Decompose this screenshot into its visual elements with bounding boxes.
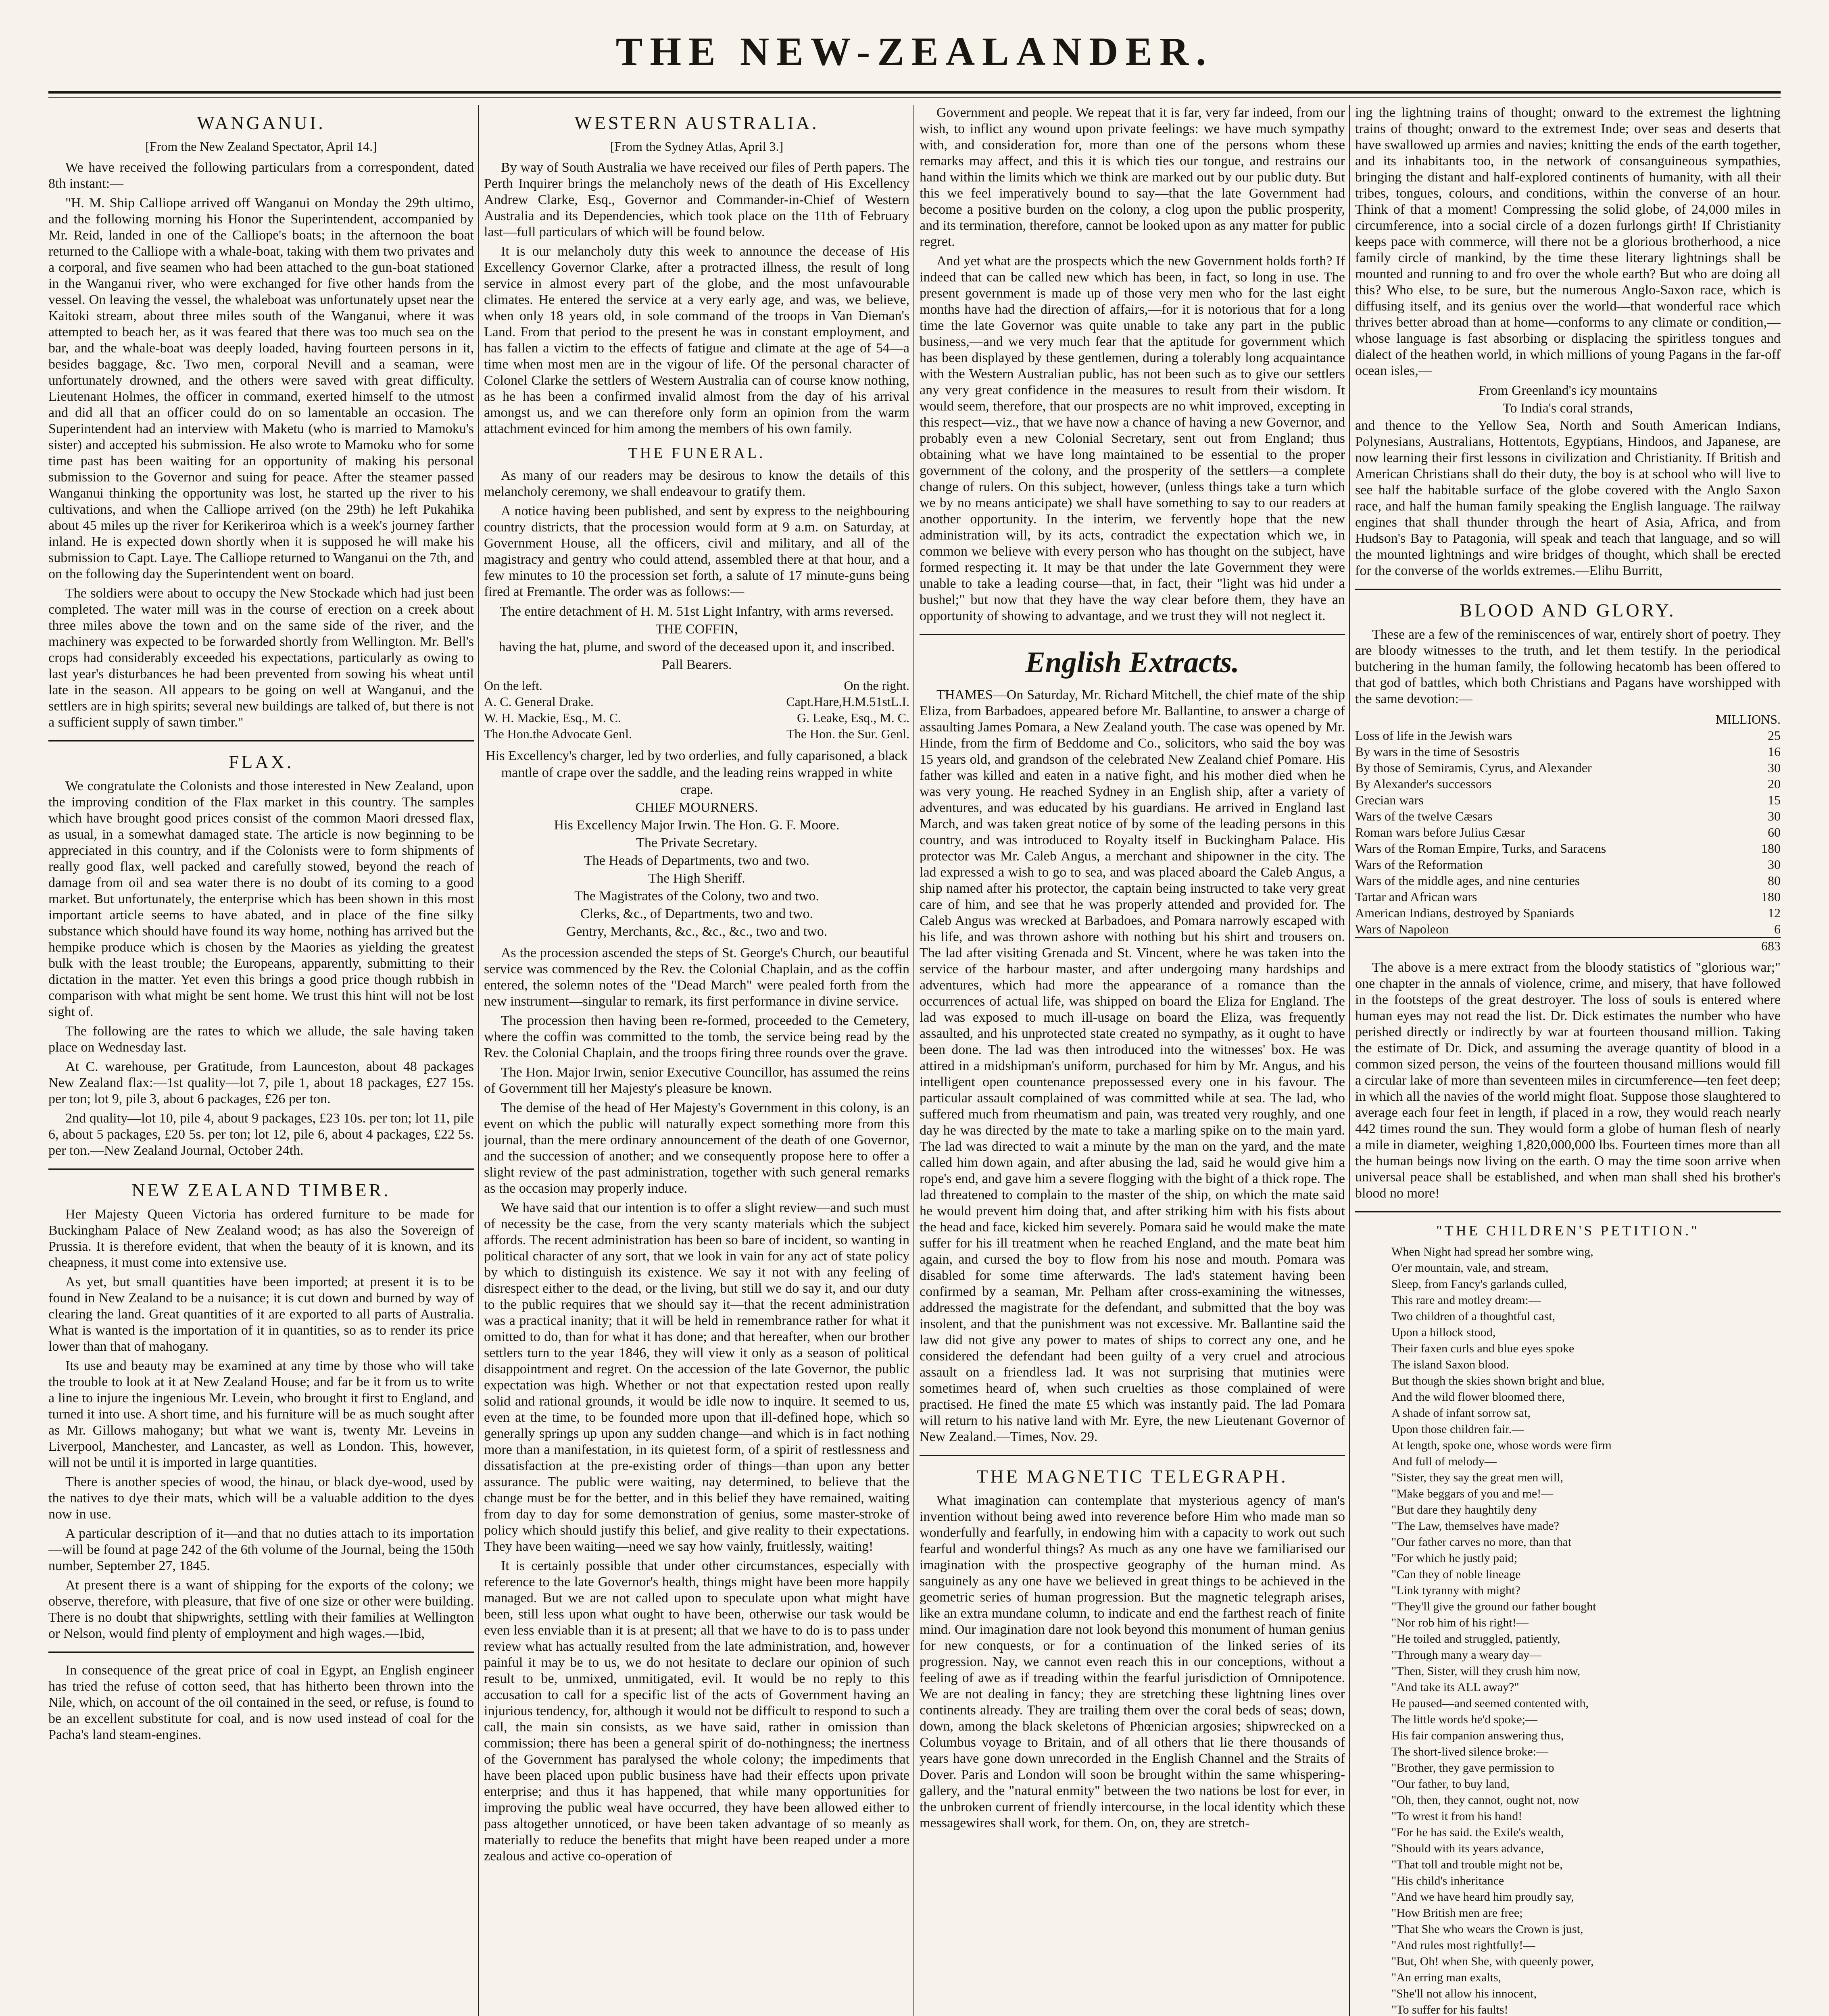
telegraph-heading: THE MAGNETIC TELEGRAPH.	[976, 1466, 1288, 1487]
war-label: Wars of the twelve Cæsars	[1355, 809, 1493, 823]
poem-line: "The Law, themselves have made?	[1391, 1519, 1559, 1533]
war-label: Grecian wars	[1355, 793, 1424, 807]
war-value: 25	[1768, 728, 1781, 743]
war-label: Wars of the middle ages, and nine centuries	[1355, 873, 1580, 888]
procession-line: having the hat, plume, and sword of the deceased upon it, and inscribed.	[498, 639, 895, 654]
war-label: By wars in the time of Sesostris	[1355, 744, 1520, 759]
poem-line: "Link tyranny with might?	[1391, 1584, 1520, 1597]
article-paragraph: Government and people. We repeat that it is far, very far indeed, from our wish, to inflict any wound upon private feelings: we have much sympathy with, and consideration for, more than one of the persons whom these remarks may affect, and this it is which ties our tongue, and restrains our hand within the limits which we think are marked out by our public duty. But this we feel imperatively bound to say—that the late Government had become a positive burden on the colony, a clog upon the public prosperity, and its termination, therefore, cannot be looked upon as any matter for public regret.	[920, 105, 1345, 249]
table-row	[1355, 727, 1781, 744]
poem-line: O'er mountain, vale, and stream,	[1391, 1261, 1549, 1275]
bearer-cell: Capt.Hare,H.M.51stL.I.	[786, 694, 909, 709]
bearer-cell: The Hon.the Advocate Genl.	[484, 727, 632, 741]
article-paragraph: What imagination can contemplate that mysterious agency of man's invention without being awed into reverence before Him who made man so wonderfully and fearfully, in endowing him with a capacity to work out such fearful and wonderful things? As much as any one have we familiarised our imagination with the prospective geography of the human mind. As sanguinely as any one have we believed in great things to be achieved in the geometric series of human progression. But the magnetic telegraph arises, like an extra mundane column, to indicate and end the farthest reach of finite mind. Our imagination dare not look beyond this monument of human genius for new conquests, or for a continuation of the linked series of its progression. Nay, we cannot even reach this in our conceptions, without a feeling of awe as if treading within the fearful jurisdiction of Omnipotence. We are not dealing in fancy; they are stretching these lightning lines over continents already. They are trailing them over the coral beds of seas; down, down, among the black skeletons of Phœnician argosies; shipwrecked on a Columbus voyage to Britain, and of all others that lie there thousands of years have gone down unrecorded in the English Channel and the Straits of Dover. Paris and London will soon be brought within the same whispering-gallery, and the "natural enmity" between the two nations be lost for ever, in the unbroken current of friendly intercourse, in the local identity which these messagewires shall work, for them. On, on, they are stretch-	[920, 1493, 1345, 1831]
article-paragraph: A notice having been published, and sent by express to the neighbouring country districts, that the procession would form at 9 a.m. on Saturday, at Government House, all the officers, civil and military, and all of the magistracy and gentry who could attend, assembled there at that hour, and a few minutes to 10 the procession set forth, a salute of 17 minute-guns being fired at Fremantle. The order was as follows:—	[484, 504, 909, 599]
poem-line: "They'll give the ground our father bought	[1391, 1600, 1596, 1613]
article-paragraph: The Hon. Major Irwin, senior Executive Councillor, has assumed the reins of Government till her Majesty's pleasure be known.	[484, 1065, 909, 1096]
timber-heading: NEW ZEALAND TIMBER.	[131, 1180, 391, 1200]
funeral-heading: THE FUNERAL.	[628, 445, 765, 462]
war-label: By those of Semiramis, Cyrus, and Alexander	[1355, 760, 1592, 775]
article-paragraph: "H. M. Ship Calliope arrived off Wanganui on Monday the 29th ultimo, and the following morning his Honor the Superintendent, accompanied by Mr. Reid, landed in one of the Calliope's boats; in the afternoon the boat returned to the Calliope with a whale-boat, taking with them two privates and a corporal, and five seamen who had been attached to the gun-boat stationed in the Wanganui river, who were exchanged for five other hands from the vessel. On leaving the vessel, the whaleboat was unfortunately upset near the Kaitoki stream, about three miles south of the Wanganui, where it was attempted to beach her, as it was feared that there was too much sea on the bar, and the whale-boat was deeply loaded, having fourteen persons in it, besides baggage, &c. Two men, corporal Nevill and a seaman, were unfortunately drowned, and the others were saved with great difficulty. Lieutenant Holmes, the officer in command, exerted himself to the utmost and did all that an officer could do on so lamentable an occasion. The Superintendent had an interview with Maketu (who is married to Mamoku's sister) and accepted his submission. He also wrote to Mamoku who for some time past has been waiting for an opportunity of making his personal submission to the Governor and suing for peace. After the steamer passed Wanganui thinking the opportunity was lost, he started up the river to his cultivations, and when the Calliope arrived (on the 29th) he left Pukahika about 45 miles up the river for Kerikeriroa which is a week's journey farther inland. He is expected down shortly when it is supposed he will make his submission to Capt. Laye. The Calliope returned to Wanganui on the 7th, and on the following day the Superintendent went on board.	[48, 196, 474, 581]
procession-line: Pall Bearers.	[661, 657, 732, 672]
poem-line: And full of melody—	[1391, 1455, 1497, 1468]
article-paragraph: We have said that our intention is to offer a slight review—and such must of necessity be the case, from the very scanty materials which the subject affords. The recent administration has been so bare of incident, so wanting in political character of any sort, that we look in vain for any act of state policy by which to distinguish its existence. We say it not with any feeling of disrespect either to the dead, or the living, but still we do say it, and our duty to the public requires that we should say it—that the recent administration was a practical inanity; that it will be held in remembrance rather for what it omitted to do, than for what it has done; and that hereafter, when our brother settlers turn to the year 1846, they will view it only as a season of political disappointment and regret. On the accession of the late Governor, the public expectation was high. Whether or not that expectation rested upon really solid and rational grounds, it would be idle now to inquire. It seemed to us, even at the time, to be founded more upon that ill-defined hope, which so generally springs up upon any sudden change—and which is in fact nothing more than a manifestation, in its quietest form, of a spirit of restlessness and dissatisfaction at the pre-existing order of things—than upon any better assurance. The public were waiting, nay determined, to believe that the change must be for the better, and in this belief they have remained, waiting from day to day for some demonstration of genius, some master-stroke of policy which should justify this belief, and give reality to their expectations. They have been waiting—need we say how vainly, fruitlessly, waiting!	[484, 1200, 909, 1554]
procession-line: The Magistrates of the Colony, two and two.	[574, 889, 819, 904]
war-value: 180	[1761, 889, 1781, 904]
poem-line: "He toiled and struggled, patiently,	[1391, 1632, 1560, 1645]
bearer-cell: W. H. Mackie, Esq., M. C.	[484, 710, 621, 725]
article-paragraph: The demise of the head of Her Majesty's Government in this colony, is an event on which the public will naturally expect something more from this journal, than the mere ordinary announcement of the death of one Governor, and the succession of another; and we consequently propose here to offer a slight review of the past administration, together with such general remarks as the occasion may properly induce.	[484, 1100, 909, 1196]
table-row	[1355, 744, 1781, 760]
war-value: 180	[1761, 841, 1781, 856]
section-rule	[1355, 1211, 1781, 1212]
poem-line: "For which he justly paid;	[1391, 1552, 1518, 1565]
war-label: American Indians, destroyed by Spaniards	[1355, 906, 1574, 920]
table-row	[1355, 889, 1781, 905]
poem-line: "Make beggars of you and me!—	[1391, 1487, 1554, 1500]
section-rule	[920, 634, 1345, 635]
war-label: Wars of the Reformation	[1355, 857, 1483, 872]
masthead-rule	[48, 91, 1781, 94]
verse-line: To India's coral strands,	[1503, 401, 1633, 416]
article-paragraph: and thence to the Yellow Sea, North and South American Indians, Polynesians, Australians, Hottentots, Egyptians, Hindoos, and Japanese, are now learning their first lessons in civilization and Christianity. If British and American Christians shall do their duty, the boy is at school who will live to see half the habitable surface of the globe covered with the Anglo Saxon race, and half the human family speaking the English language. The railway engines that shall thunder through the heart of Asia, Africa, and from Hudson's Bay to Patagonia, will speak and teach that language, and so will the mounted lightnings and wire bridges of thought, which shall be erected for the converse of the worlds extremes.—Elihu Burritt,	[1355, 418, 1781, 578]
war-value: 30	[1768, 760, 1781, 775]
procession-line: The Heads of Departments, two and two.	[584, 853, 809, 868]
war-label: Tartar and African wars	[1355, 889, 1477, 904]
article-paragraph: As many of our readers may be desirous to know the details of this melancholy ceremony, we shall endeavour to gratify them.	[484, 468, 909, 499]
bearer-cell: A. C. General Drake.	[484, 694, 594, 709]
poem-line: "For he has said. the Exile's wealth,	[1391, 1826, 1564, 1839]
flax-heading: FLAX.	[228, 752, 294, 772]
verse-line: From Greenland's icy mountains	[1478, 383, 1658, 398]
article-paragraph: The following are the rates to which we allude, the sale having taken place on Wednesday last.	[48, 1024, 474, 1055]
petition-heading: "THE CHILDREN'S PETITION."	[1436, 1223, 1700, 1239]
article-paragraph: The above is a mere extract from the bloody statistics of "glorious war;" one chapter in the annals of violence, crime, and misery, that have followed in the footsteps of the great destroyer. The loss of souls is entered where human eyes may not read the list. Dr. Dick estimates the number who have perished directly or indirectly by war at fourteen thousand million. Taking the estimate of Dr. Dick, and assuming the average quantity of blood in a common sized person, the veins of the fourteen thousand millions would fill a circular lake of more than seventeen miles in circumference—ten feet deep; in which all the navies of the world might float. Suppose those slaughtered to average each four feet in length, if placed in a row, they would reach nearly 442 times round the sun. They would form a globe of human flesh of nearly a mile in diameter, weighing 1,820,000,000 lbs. Fourteen times more than all the human beings now living on the earth. O may the time soon arrive when universal peace shall be established, and when man shall shed his brother's blood no more!	[1355, 960, 1781, 1201]
poem-line: "Oh, then, they cannot, ought not, now	[1391, 1793, 1579, 1807]
poem-line: "An erring man exalts,	[1391, 1971, 1502, 1984]
poem-line: "But dare they haughtily deny	[1391, 1503, 1537, 1516]
poem-line: "Brother, they gave permission to	[1391, 1761, 1554, 1774]
poem-line: His fair companion answering thus,	[1391, 1729, 1564, 1742]
poem-line: "His child's inheritance	[1391, 1874, 1504, 1887]
column-1	[48, 105, 474, 2016]
bearer-cell: On the right.	[844, 678, 909, 693]
table-row	[1355, 776, 1781, 792]
poem-line: The little words he'd spoke;—	[1391, 1713, 1538, 1726]
bearer-cell: G. Leake, Esq., M. C.	[797, 710, 909, 725]
poem-line: At length, spoke one, whose words were firm	[1391, 1439, 1612, 1452]
poem-line: Their faxen curls and blue eyes spoke	[1391, 1342, 1575, 1355]
poem-line: "Should with its years advance,	[1391, 1842, 1544, 1855]
western-australia-source: [From the Sydney Atlas, April 3.]	[610, 139, 784, 154]
table-row	[1355, 840, 1781, 856]
article-paragraph: These are a few of the reminiscences of war, entirely short of poetry. They are bloody witnesses to the truth, and let them testify. In the periodical butchering in the human family, the following hecatomb has been offered to that god of battles, which both Christians and Pagans have worshipped with the same devotion:—	[1355, 627, 1781, 706]
bearer-cell: The Hon. the Sur. Genl.	[786, 727, 909, 741]
war-deaths-table	[1355, 711, 1781, 954]
table-unit: MILLIONS.	[1716, 712, 1781, 727]
poem	[1355, 1245, 1781, 2016]
table-row	[1355, 921, 1781, 937]
table-total: 683	[1761, 939, 1781, 953]
poem-line: "That She who wears the Crown is just,	[1391, 1922, 1583, 1936]
table-row	[1355, 824, 1781, 840]
poem-line: "She'll not allow his innocent,	[1391, 1987, 1537, 2000]
poem-line: Upon a hillock stood,	[1391, 1326, 1496, 1339]
cotton-paragraph: In consequence of the great price of coal in Egypt, an English engineer has tried the refuse of cotton seed, that has hitherto been thrown into the Nile, which, on account of the oil contained in the seed, or refuse, is found to be an excellent substitute for coal, and is now used instead of coal for the Pacha's land steam-engines.	[48, 1663, 474, 1742]
war-label: Wars of the Roman Empire, Turks, and Saracens	[1355, 841, 1606, 856]
article-paragraph: Its use and beauty may be examined at any time by those who will take the trouble to look at it at New Zealand House; and far be it from us to write a line to injure the ingenious Mr. Levein, who brought it first to England, and turned it into use. A short time, and his furniture will be as much sought after as Mr. Gillows mahogany; but what we want is, twenty Mr. Leveins in Liverpool, Manchester, and Lancaster, as well as London. This, however, will not be until it is imported in large quantities.	[48, 1358, 474, 1470]
column-2	[484, 105, 909, 2016]
war-label: Roman wars before Julius Cæsar	[1355, 825, 1525, 839]
section-rule	[1355, 589, 1781, 590]
poem-line: "That toll and trouble might not be,	[1391, 1858, 1563, 1871]
war-label: Wars of Napoleon	[1355, 922, 1449, 936]
war-value: 60	[1768, 825, 1781, 839]
poem-line: "Our father carves no more, than that	[1391, 1535, 1572, 1549]
war-value: 6	[1774, 922, 1781, 936]
wanganui-source: [From the New Zealand Spectator, April 14.]	[145, 139, 377, 154]
poem-line: The short-lived silence broke:—	[1391, 1745, 1549, 1758]
poem-line: "But, Oh! when She, with queenly power,	[1391, 1955, 1594, 1968]
column-divider	[478, 105, 479, 2016]
article-paragraph: We have received the following particulars from a correspondent, dated 8th instant:—	[48, 160, 474, 191]
poem-line: "Our father, to buy land,	[1391, 1777, 1510, 1791]
column-divider	[1349, 105, 1350, 2016]
article-paragraph: And yet what are the prospects which the new Government holds forth? If indeed that can be called new which has been, in fact, so long in use. The present government is made up of those very men who for the last eight months have had the direction of affairs,—for it is notorious that for a long time the late Governor was quite unable to take any part in the public business,—and we very much fear that the aptitude for government which has been displayed by these gentlemen, during a tolerably long acquaintance with the Western Australian public, has not been such as to give our settlers any very great confidence in the measures to result from their wisdom. It would seem, therefore, that our prospects are no whit improved, excepting in this respect—viz., that we have now a chance of having a new Governor, and probably even a new Colonial Secretary, sent out from England; thus obtaining what we have long maintained to be essential to the proper government of the colony, and the prosperity of the settlers—a complete change of rulers. On this subject, however, (unless things take a turn which we by no means anticipate) we shall have something to say to our readers at another opportunity. In the interim, we fervently hope that the new administration will, by its acts, contradict the expectation which we, in common we believe with every person who has thought on the subject, have formed respecting it. It may be that under the late Government they were unable to take a leading course—that, in fact, their "light was hid under a bushel;" but now that they have the way clear before them, they have an opportunity of showing to advantage, and we trust they will not neglect it.	[920, 254, 1345, 623]
poem-line: Two children of a thoughtful cast,	[1391, 1310, 1556, 1323]
war-value: 12	[1768, 906, 1781, 920]
poem-line: "Sister, they say the great men will,	[1391, 1471, 1563, 1484]
article-paragraph: There is another species of wood, the hinau, or black dye-wood, used by the natives to dye their mats, which will be a valuable addition to the dyes now in use.	[48, 1475, 474, 1522]
article-paragraph: Her Majesty Queen Victoria has ordered furniture to be made for Buckingham Palace of New Zealand wood; as has also the Sovereign of Prussia. It is therefore evident, that when the beauty of it is known, and its cheapness, it must come into extensive use.	[48, 1207, 474, 1270]
poem-line: "And rules most rightfully!—	[1391, 1939, 1535, 1952]
table-row	[1355, 760, 1781, 776]
table-row	[1355, 905, 1781, 921]
procession-line: THE COFFIN,	[655, 622, 738, 637]
blood-glory-heading: BLOOD AND GLORY.	[1460, 600, 1676, 621]
table-row	[1355, 808, 1781, 824]
war-value: 30	[1768, 857, 1781, 872]
poem-line: And the wild flower bloomed there,	[1391, 1390, 1565, 1404]
procession-line: His Excellency's charger, led by two orderlies, and fully caparisoned, a black mantle of crape over the saddle, and the leading reins wrapped in white crape.	[486, 748, 908, 797]
poem-line: "Can they of noble lineage	[1391, 1568, 1521, 1581]
article-paragraph: A particular description of it—and that no duties attach to its importation—will be found at page 242 of the 6th volume of the Journal, being the 150th number, September 27, 1845.	[48, 1526, 474, 1573]
table-row	[1355, 856, 1781, 873]
section-rule	[48, 740, 474, 741]
wanganui-heading: WANGANUI.	[197, 112, 325, 133]
masthead-rule-thin	[48, 97, 1781, 98]
masthead: THE NEW-ZEALANDER.	[615, 29, 1214, 74]
poem-line: Sleep, from Fancy's garlands culled,	[1391, 1277, 1567, 1291]
table-row	[1355, 873, 1781, 889]
poem-line: "To wrest it from his hand!	[1391, 1810, 1522, 1823]
war-label: Loss of life in the Jewish wars	[1355, 728, 1512, 743]
article-paragraph: By way of South Australia we have received our files of Perth papers. The Perth Inquirer brings the melancholy news of the death of His Excellency Andrew Clarke, Esq., Governor and Commander-in-Chief of Western Australia and its Dependencies, which took place on the 11th of February last—full particulars of which will be found below.	[484, 160, 909, 240]
poem-line: "How British men are free;	[1391, 1906, 1523, 1920]
poem-line: When Night had spread her sombre wing,	[1391, 1245, 1593, 1258]
article-paragraph: 2nd quality—lot 10, pile 4, about 9 packages, £23 10s. per ton; lot 11, pile 6, about 5 packages, £20 5s. per ton; lot 12, pile 6, about 4 packages, £22 5s. per ton.—New Zealand Journal, October 24th.	[48, 1111, 474, 1158]
poem-line: He paused—and seemed contented with,	[1391, 1697, 1589, 1710]
bearer-cell: On the left.	[484, 678, 542, 693]
western-australia-heading: WESTERN AUSTRALIA.	[574, 112, 819, 133]
procession-line: Gentry, Merchants, &c., &c., &c., two and two.	[566, 924, 828, 939]
poem-line: "To suffer for his faults!	[1391, 2003, 1508, 2016]
article-paragraph: We congratulate the Colonists and those interested in New Zealand, upon the improving condition of the Flax market in this country. The samples which have brought good prices consist of the common Maori dressed flax, as usual, in a somewhat damaged state. The article is now beginning to be appreciated in this country, and if the Colonists were to form shipments of really good flax, well packed and carefully stowed, beyond the reach of damage from oil and sea water there is no doubt of its coming to a good market. But unfortunately, the enterprise which has been shown in this most important article seems to have abated, and in place of the fine silky substance which should have found its way home, nothing has arrived but the hempike produce which is chosen by the Maories as yielding the greatest bulk with the least trouble; the Europeans, apparently, submitting to their dictation in the matter. Yet even this brings a good price though rubbish in comparison with what might be sent home. We trust this hint will not be lost sight of.	[48, 779, 474, 1019]
war-value: 20	[1768, 777, 1781, 791]
pall-bearers-table	[484, 677, 909, 742]
war-value: 16	[1768, 744, 1781, 759]
article-paragraph: ing the lightning trains of thought; onward to the extremest the lightning trains of thought; onward to the extremest Inde; over seas and deserts that have swallowed up armies and navies; knitting the ends of the earth together, and its inhabitants too, in the network of consanguineous sympathies, bringing the distant and half-explored continents of humanity, with all their tribes, tongues, colours, and conditions, within the converse of an hour. Think of that a moment! Compressing the solid globe, of 24,000 miles in circumference, into a social circle of a dozen furlongs girth! If Christianity keeps pace with commerce, will there not be a glorious brotherhood, a nice family circle of mankind, by the time these literary lightnings shall be mounted and running to and fro over the whole earth? But who are doing all this? Who else, to be sure, but the numerous Anglo-Saxon race, which is diffusing itself, and its genius over the world—that wonderful race which thrives better abroad than at home—conforms to any climate or condition,—whose language is fast absorbing or displacing the spiritless tongues and dialect of the heathen world, in which millions of young Pagans in the far-off ocean isles,—	[1355, 105, 1781, 378]
poem-line: But though the skies shown bright and blue,	[1391, 1374, 1605, 1387]
war-value: 15	[1768, 793, 1781, 807]
poem-line: "And we have heard him proudly say,	[1391, 1890, 1574, 1904]
section-rule	[920, 1455, 1345, 1456]
procession-line: His Excellency Major Irwin. The Hon. G. F. Moore.	[554, 818, 840, 833]
article-paragraph: It is certainly possible that under other circumstances, especially with reference to the late Governor's health, things might have been more happily managed. But we are not called upon to speculate upon what might have been, still less upon what ought to have been, otherwise our task would be even less enviable than it is at present; all that we have to do is to pass under review what has actually resulted from the late administration, and, however painful it may be to us, we do not hesitate to declare our opinion of such result to be, unmixed, unmitigated, evil. It would be no reply to this accusation to call for a specific list of the acts of Government having an injurious tendency, for, although it would not be difficult to respond to such a call, the main sin consists, as we have said, rather in omission than commission; there has been a general spirit of do-nothingness; the inertness of the Government has paralysed the whole colony; the impediments that have been placed upon public business have had their effects upon private enterprise; and thus it has happened, that while many opportunities for improving the public weal have occurred, they have been allowed either to pass altogether unnoticed, or have been taken advantage of so meanly as materially to reduce the benefits that might have been reaped under a more zealous and active co-operation of	[484, 1558, 909, 1864]
poem-line: "Through many a weary day—	[1391, 1648, 1542, 1662]
column-4	[1355, 105, 1781, 2016]
article-paragraph: At present there is a want of shipping for the exports of the colony; we observe, therefore, with pleasure, that five of one size or other were building. There is no doubt that shipwrights, settling with their families at Wellington or Nelson, would find plenty of employment and high wages.—Ibid,	[48, 1578, 474, 1641]
procession-line: The entire detachment of H. M. 51st Light Infantry, with arms reversed.	[500, 604, 894, 619]
column-divider	[913, 105, 914, 2016]
procession-line: The Private Secretary.	[636, 835, 757, 850]
poem-line: This rare and motley dream:—	[1391, 1293, 1541, 1307]
poem-line: "Then, Sister, will they crush him now,	[1391, 1664, 1581, 1678]
section-rule	[48, 1652, 474, 1653]
article-paragraph: As the procession ascended the steps of St. George's Church, our beautiful service was commenced by the Rev. the Colonial Chaplain, and as the coffin entered, the solemn notes of the "Dead March" were pealed forth from the new instrument—singular to remark, its first performance in divine service.	[484, 946, 909, 1009]
article-paragraph: At C. warehouse, per Gratitude, from Launceston, about 48 packages New Zealand flax:—1st quality—lot 7, pile 1, about 18 packages, £27 15s. per ton; lot 9, pile 3, about 6 packages, £26 per ton.	[48, 1059, 474, 1106]
procession-line: The High Sheriff.	[648, 871, 745, 886]
poem-line: "And take its ALL away?"	[1391, 1681, 1519, 1694]
article-paragraph: THAMES—On Saturday, Mr. Richard Mitchell, the chief mate of the ship Eliza, from Barbadoes, appeared before Mr. Ballantine, to answer a charge of assaulting James Pomara, a New Zealand youth. The case was opened by Mr. Hinde, from the firm of Beddome and Co., solicitors, who said the boy was 15 years old, and grandson of the celebrated New Zealand chief Pomare. His father was killed and eaten in a native fight, and his mother died when he was very young. He reached Sydney in an English ship, after a variety of adventures, and was educated by his guardians. He arrived in England last March, and was taken great notice of by some of the leading persons in this country, and was introduced to Royalty itself in Buckingham Palace. His protector was Mr. Caleb Angus, a merchant and shipowner in the city. The lad expressed a wish to go to sea, and was placed aboard the Caleb Angus, a ship named after his protector, the captain being instructed to take very great care of him, and see that he was properly attended and provided for. The Caleb Angus was wrecked at Barbadoes, and Pomara narrowly escaped with his life, and was thrown ashore with nothing but his shirt and trousers on. The lad after visiting Grenada and St. Vincent, where he was taken into the service of the harbour master, and after undergoing many hardships and adventures, which had more the appearance of a romance than the occurrences of actual life, was shipped on board the Eliza for England. The lad was exposed to much ill-usage on board the Eliza, was frequently assaulted, and his unprotected state created no sympathy, as it ought to have been done. The lad was then introduced into the witnesses' box. He was attired in a midshipman's uniform, purchased for him by Mr. Angus, and his intelligent open countenance prepossessed every one in his favour. The particular assault complained of was committed while at sea. The lad, who suffered much from rheumatism and pain, was treated very roughly, and one day he was directed by the mate to take a marling spike on to the main yard. The lad was directed to wait a minute by the man on the yard, and the mate called him down again, and after abusing the lad, said he would give him a rope's end, and gave him a severe flogging with the bight of a thick rope. The lad threatened to complain to the master of the ship, on which the mate said he would prevent him doing that, and after striking him with his fists about the head and face, kicked him severely. Pomara said he would make the mate suffer for his ill treatment when he reached England, and the mate beat him again, and cursed the boy to flow from his nose and mouth. Pomara was disabled for some time afterwards. The lad's statement having been confirmed by a seaman, Mr. Pelham after cross-examining the witnesses, addressed the magistrate for the defendant, and submitted that the boy was insolent, and that the punishment was not excessive. Mr. Ballantine said the law did not give any power to mates of ships to correct any one, and he considered the defendant had been guilty of a very cruel and atrocious assault on a friendless lad. It was not surprising that mutinies were sometimes heard of, when such cruelties as those complained of were practised. He fined the mate £5 which was instantly paid. The lad Pomara will return to his native land with Mr. Eyre, the new Lieutenant Governor of New Zealand.—Times, Nov. 29.	[920, 687, 1345, 1444]
article-paragraph: The soldiers were about to occupy the New Stockade which had just been completed. The water mill was in the course of erection on a creek about three miles above the town and on the same side of the river, and the machinery was expected to be forwarded shortly from Wellington. Mr. Bell's crops had considerably exceeded his expectations, particularly as owing to last year's disturbances he had been prevented from sowing his wheat until late in the season. All appears to be going on well at Wanganui, and the settlers are in high spirits; several new buildings are talked of, but there is not a sufficient supply of sawn timber."	[48, 586, 474, 730]
article-paragraph: As yet, but small quantities have been imported; at present it is to be found in New Zealand to be a nuisance; it is cut down and burned by way of clearing the land. Great quantities of it are exported to all parts of Australia. What is wanted is the importation of it in quantities, so as to render its price lower than that of mahogany.	[48, 1275, 474, 1354]
procession-line: CHIEF MOURNERS.	[635, 800, 758, 815]
poem-line: "Nor rob him of his right!—	[1391, 1616, 1529, 1629]
article-paragraph: It is our melancholy duty this week to announce the decease of His Excellency Governor Clarke, after a protracted illness, the result of long service in almost every part of the globe, and the most unfavourable climates. He entered the service at a very early age, and was, we believe, when only 18 years old, in sole command of the troops in Van Dieman's Land. From that period to the present he was in constant employment, and has fallen a victim to the effects of fatigue and climate at the age of 54—a time when most men are in the vigour of life. Of the personal character of Colonel Clarke the settlers of Western Australia can of course know nothing, as he has been a confirmed invalid almost from the day of his arrival amongst us, and we can therefore only form an opinion from the warm attachment evinced for him among the members of his own family.	[484, 244, 909, 436]
poem-line: A shade of infant sorrow sat,	[1391, 1406, 1531, 1420]
war-label: By Alexander's successors	[1355, 777, 1492, 791]
table-row	[1355, 792, 1781, 808]
poem-line: The island Saxon blood.	[1391, 1358, 1509, 1371]
war-value: 80	[1768, 873, 1781, 888]
column-3	[920, 105, 1345, 2016]
section-rule	[48, 1168, 474, 1170]
procession-line: Clerks, &c., of Departments, two and two.	[580, 906, 813, 921]
war-value: 30	[1768, 809, 1781, 823]
article-paragraph: The procession then having been re-formed, proceeded to the Cemetery, where the coffin was committed to the tomb, the service being read by the Rev. the Colonial Chaplain, and the troops firing three rounds over the grave.	[484, 1013, 909, 1060]
poem-line: Upon those children fair.—	[1391, 1422, 1524, 1436]
english-extracts-heading: English Extracts.	[1025, 646, 1239, 679]
